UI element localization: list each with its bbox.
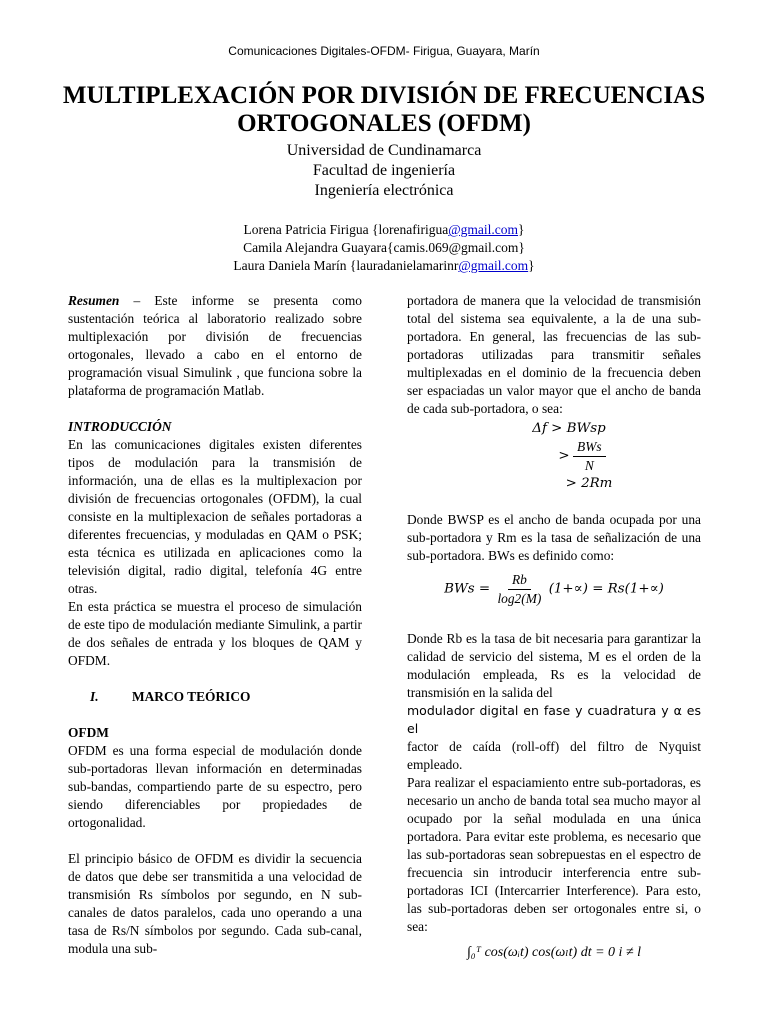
running-header: Comunicaciones Digitales-OFDM- Firigua, Guayara, Marín (228, 44, 540, 58)
rb-paragraph: Donde Rb es la tasa de bit necesaria para garantizar la calidad de servicio del sistema, M es el orden de la modulación empleada, Rs es la velocidad de transmisión en la salida del (407, 631, 701, 700)
faculty: Facultad de ingeniería (312, 162, 456, 179)
right-column (407, 292, 701, 962)
rb-paragraph-line: modulador digital en fase y cuadratura y α es el (407, 703, 701, 736)
bwsp-paragraph: Donde BWSP es el ancho de banda ocupada por una sub-portadora y Rm es la tasa de señalización de una sub-portadora. BWs es definido como: (407, 512, 701, 563)
intro-paragraph-1: En las comunicaciones digitales existen diferentes tipos de modulación para la transmisión de información, una de ellas es la multiplexacion por división de frecuencias ortogonales (OFDM), la cual consiste en la multiplexacion de señales portadoras a diferentes frecuencias, y moduladas en QAM o PSK; esta técnica es utilizada en aplicaciones como la televisión digital, radio digital, telefonía 4G entre otras. (68, 437, 362, 596)
affiliation (0, 141, 768, 201)
author-1: Lorena Patricia Firigua {lorenafirigua@gmail.com} (243, 222, 525, 237)
subcarrier-paragraph: portadora de manera que la velocidad de transmisión total del sistema sea equivalente, a la de una sub-portadora. En general, las frecuencias de las sub-portadoras utilizadas para transmitir señales multiplexadas en el dominio de la frecuencia deben ser espaciadas un valor mayor que el ancho de banda de cada sub-portadora, o sea: (407, 293, 701, 416)
ofdm-paragraph-2: El principio básico de OFDM es dividir la secuencia de datos que debe ser transmitida a una velocidad de transmisión Rs símbolos por segundo, en N sub-canales de datos paralelos, cada uno operando a una tasa de Rs/N símbolos por segundo. Cada sub-canal, modula una sub- (68, 851, 362, 956)
intro-heading: INTRODUCCIÓN (68, 419, 172, 434)
rb-paragraph-end: factor de caída (roll-off) del filtro de Nyquist empleado. (407, 739, 701, 772)
email-link[interactable]: @gmail.com (448, 222, 519, 237)
ofdm-paragraph-1: OFDM es una forma especial de modulación donde sub-portadoras llevan información en determinadas sub-bandas, compartiendo parte de su espectro, pero siendo diferenciables por propiedades de ortogonalidad. (68, 743, 362, 830)
intro-paragraph-2: En esta práctica se muestra el proceso de simulación de este tipo de modulación mediante Simulink, a partir de dos señales de entrada y los bloques de QAM y OFDM. (68, 599, 362, 668)
university: Universidad de Cundinamarca (286, 142, 482, 159)
abstract: Resumen – Este informe se presenta como sustentación teórica al laboratorio realizado sobre multiplexación por división de frecuencias ortogonales, llevado a cabo en el entorno de programación visual Simulink , que funciona sobre la plataforma de programación Matlab. (68, 293, 362, 398)
section-heading: I. MARCO TEÓRICO (90, 689, 251, 704)
equation-orthogonality: ∫₀ᵀ cos(ωᵢt) cos(ωₗt) dt = 0 i ≠ l (466, 945, 642, 960)
email-link[interactable]: @gmail.com (458, 258, 529, 273)
program: Ingeniería electrónica (314, 182, 454, 199)
author-2: Camila Alejandra Guayara{camis.069@gmail.com} (243, 240, 525, 255)
paper-title: MULTIPLEXACIÓN POR DIVISIÓN DE FRECUENCIAS ORTOGONALES (OFDM) (62, 82, 706, 137)
left-column (68, 292, 362, 958)
equation-bandwidth: BWs = $\frac{Rb}{\log 2(M)}$ (1+∝) = Rs(1+∝) (444, 572, 664, 606)
orthogonality-paragraph: Para realizar el espaciamiento entre sub-portadoras, es necesario un ancho de banda total sea mucho mayor al ocupado por la señal modulada en una única portadora. Para evitar este problema, es necesario que las sub-portadoras sean sobrepuestas en el espectro de frecuencia sin introducir interferencia entre sub-portadoras ICI (Intercarrier Interference). Para esto, las sub-portadoras deben ser ortogonales entre si, o sea: (407, 775, 701, 934)
author-list (0, 221, 768, 275)
ofdm-heading: OFDM (68, 725, 109, 740)
author-3: Laura Daniela Marín {lauradanielamarinr@gmail.com} (233, 258, 535, 273)
equation-spacing: Δf > BWsp > $\frac{\text{BWs}}{N}$ > 2Rm (532, 421, 613, 491)
